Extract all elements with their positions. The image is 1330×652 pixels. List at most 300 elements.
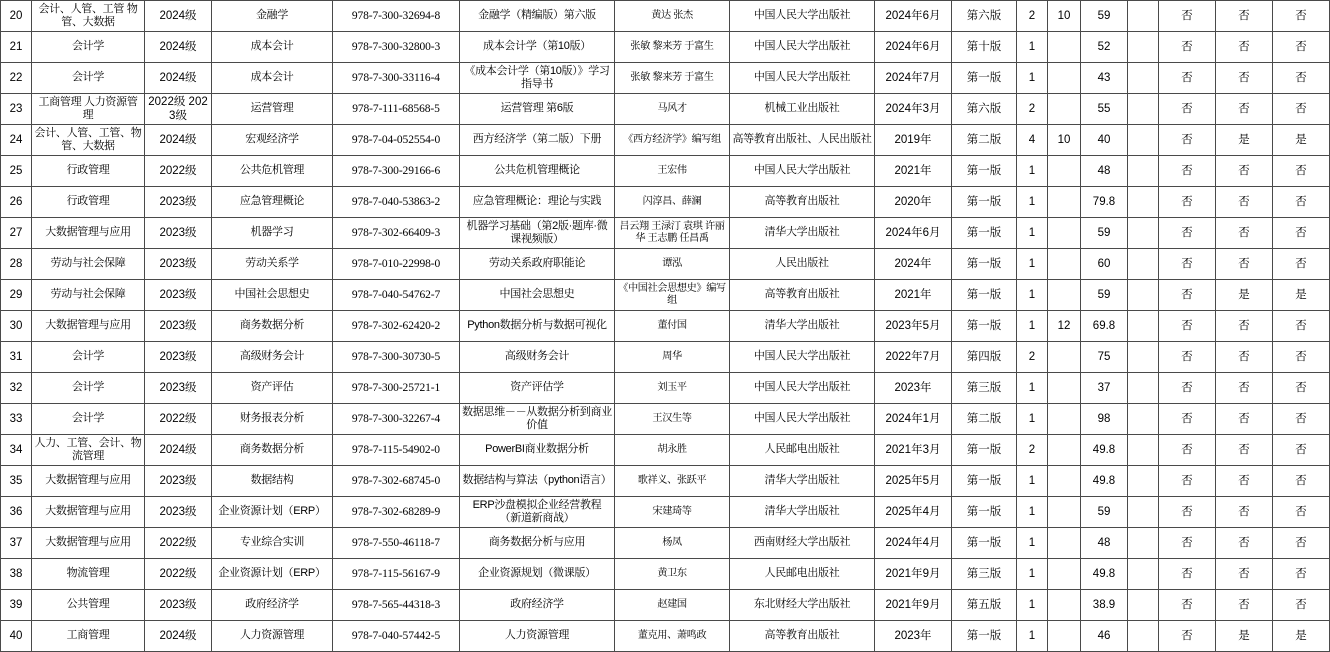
cell-idx[interactable]: 36 [1,497,32,528]
cell-f3[interactable]: 否 [1273,94,1330,125]
cell-f2[interactable]: 否 [1216,311,1273,342]
cell-edition[interactable]: 第三版 [952,559,1017,590]
cell-f1[interactable]: 否 [1159,32,1216,63]
cell-idx[interactable]: 22 [1,63,32,94]
cell-course[interactable]: 企业资源计划（ERP） [212,497,333,528]
cell-author[interactable]: 《中国社会思想史》编写组 [615,280,730,311]
cell-idx[interactable]: 30 [1,311,32,342]
cell-course[interactable]: 机器学习 [212,218,333,249]
cell-grade[interactable]: 2024级 [145,435,212,466]
cell-price[interactable]: 59 [1081,497,1128,528]
cell-isbn[interactable]: 978-7-300-30730-5 [333,342,460,373]
cell-press[interactable]: 人民邮电出版社 [730,435,875,466]
cell-f2[interactable]: 否 [1216,63,1273,94]
cell-grade[interactable]: 2023级 [145,590,212,621]
cell-f1[interactable]: 否 [1159,94,1216,125]
cell-grade[interactable]: 2022级 [145,156,212,187]
cell-book[interactable]: 资产评估学 [460,373,615,404]
cell-f1[interactable]: 否 [1159,187,1216,218]
cell-n1[interactable]: 2 [1017,1,1048,32]
cell-book[interactable]: 运营管理 第6版 [460,94,615,125]
cell-edition[interactable]: 第一版 [952,187,1017,218]
cell-f1[interactable]: 否 [1159,156,1216,187]
cell-grade[interactable]: 2024级 [145,1,212,32]
cell-course[interactable]: 财务报表分析 [212,404,333,435]
cell-isbn[interactable]: 978-7-302-68289-9 [333,497,460,528]
cell-isbn[interactable]: 978-7-300-32694-8 [333,1,460,32]
cell-author[interactable]: 宋建琦等 [615,497,730,528]
cell-book[interactable]: 高级财务会计 [460,342,615,373]
cell-isbn[interactable]: 978-7-040-53863-2 [333,187,460,218]
cell-grade[interactable]: 2023级 [145,218,212,249]
cell-date[interactable]: 2024年1月 [875,404,952,435]
cell-price[interactable]: 48 [1081,156,1128,187]
cell-course[interactable]: 高级财务会计 [212,342,333,373]
cell-press[interactable]: 中国人民大学出版社 [730,373,875,404]
cell-edition[interactable]: 第五版 [952,590,1017,621]
cell-f2[interactable]: 否 [1216,32,1273,63]
cell-idx[interactable]: 29 [1,280,32,311]
cell-n1[interactable]: 1 [1017,187,1048,218]
cell-edition[interactable]: 第一版 [952,466,1017,497]
cell-book[interactable]: 企业资源规划（微课版） [460,559,615,590]
cell-edition[interactable]: 第一版 [952,528,1017,559]
cell-isbn[interactable]: 978-7-115-56167-9 [333,559,460,590]
cell-blank[interactable] [1128,404,1159,435]
cell-major[interactable]: 劳动与社会保障 [32,280,145,311]
cell-idx[interactable]: 28 [1,249,32,280]
cell-price[interactable]: 75 [1081,342,1128,373]
cell-n2[interactable] [1048,94,1081,125]
cell-grade[interactable]: 2023级 [145,373,212,404]
cell-f3[interactable]: 否 [1273,311,1330,342]
cell-book[interactable]: 《成本会计学（第10版）》学习指导书 [460,63,615,94]
cell-grade[interactable]: 2024级 [145,63,212,94]
cell-press[interactable]: 中国人民大学出版社 [730,404,875,435]
cell-date[interactable]: 2025年5月 [875,466,952,497]
cell-n1[interactable]: 1 [1017,373,1048,404]
cell-course[interactable]: 金融学 [212,1,333,32]
cell-press[interactable]: 人民出版社 [730,249,875,280]
cell-grade[interactable]: 2023级 [145,342,212,373]
cell-book[interactable]: 西方经济学（第二版）下册 [460,125,615,156]
cell-isbn[interactable]: 978-7-040-57442-5 [333,621,460,652]
cell-n2[interactable] [1048,342,1081,373]
cell-idx[interactable]: 24 [1,125,32,156]
cell-price[interactable]: 79.8 [1081,187,1128,218]
cell-f3[interactable]: 否 [1273,218,1330,249]
cell-f1[interactable]: 否 [1159,404,1216,435]
cell-major[interactable]: 行政管理 [32,156,145,187]
cell-f1[interactable]: 否 [1159,1,1216,32]
cell-major[interactable]: 大数据管理与应用 [32,528,145,559]
cell-f1[interactable]: 否 [1159,528,1216,559]
cell-idx[interactable]: 40 [1,621,32,652]
cell-author[interactable]: 刘玉平 [615,373,730,404]
cell-book[interactable]: 金融学（精编版）第六版 [460,1,615,32]
cell-author[interactable]: 赵建国 [615,590,730,621]
cell-grade[interactable]: 2024级 [145,125,212,156]
cell-blank[interactable] [1128,621,1159,652]
cell-press[interactable]: 中国人民大学出版社 [730,63,875,94]
cell-press[interactable]: 清华大学出版社 [730,466,875,497]
cell-n1[interactable]: 1 [1017,497,1048,528]
cell-price[interactable]: 55 [1081,94,1128,125]
cell-f1[interactable]: 否 [1159,63,1216,94]
cell-edition[interactable]: 第一版 [952,249,1017,280]
cell-n1[interactable]: 2 [1017,342,1048,373]
cell-press[interactable]: 高等教育出版社 [730,280,875,311]
cell-idx[interactable]: 21 [1,32,32,63]
cell-press[interactable]: 高等教育出版社、人民出版社 [730,125,875,156]
cell-idx[interactable]: 33 [1,404,32,435]
cell-press[interactable]: 清华大学出版社 [730,218,875,249]
cell-n2[interactable] [1048,590,1081,621]
cell-press[interactable]: 中国人民大学出版社 [730,1,875,32]
cell-idx[interactable]: 25 [1,156,32,187]
cell-f3[interactable]: 否 [1273,373,1330,404]
cell-date[interactable]: 2024年6月 [875,1,952,32]
cell-blank[interactable] [1128,94,1159,125]
cell-f1[interactable]: 否 [1159,218,1216,249]
cell-f2[interactable]: 否 [1216,187,1273,218]
cell-press[interactable]: 东北财经大学出版社 [730,590,875,621]
cell-date[interactable]: 2023年 [875,621,952,652]
cell-book[interactable]: 劳动关系政府职能论 [460,249,615,280]
cell-grade[interactable]: 2022级 [145,404,212,435]
cell-course[interactable]: 人力资源管理 [212,621,333,652]
cell-isbn[interactable]: 978-7-04-052554-0 [333,125,460,156]
cell-f1[interactable]: 否 [1159,466,1216,497]
cell-f3[interactable]: 否 [1273,342,1330,373]
cell-author[interactable]: 王汉生等 [615,404,730,435]
cell-course[interactable]: 专业综合实训 [212,528,333,559]
cell-book[interactable]: 机器学习基础（第2版·题库·微课视频版） [460,218,615,249]
cell-blank[interactable] [1128,435,1159,466]
cell-press[interactable]: 机械工业出版社 [730,94,875,125]
cell-grade[interactable]: 2022级 [145,528,212,559]
cell-edition[interactable]: 第一版 [952,218,1017,249]
cell-major[interactable]: 大数据管理与应用 [32,497,145,528]
cell-n1[interactable]: 1 [1017,528,1048,559]
cell-blank[interactable] [1128,156,1159,187]
cell-n2[interactable]: 10 [1048,125,1081,156]
cell-author[interactable]: 张敏 黎来芳 于富生 [615,32,730,63]
cell-isbn[interactable]: 978-7-300-25721-1 [333,373,460,404]
cell-edition[interactable]: 第一版 [952,621,1017,652]
cell-f1[interactable]: 否 [1159,435,1216,466]
cell-blank[interactable] [1128,342,1159,373]
cell-f2[interactable]: 否 [1216,435,1273,466]
cell-f3[interactable]: 否 [1273,528,1330,559]
cell-major[interactable]: 大数据管理与应用 [32,218,145,249]
cell-edition[interactable]: 第一版 [952,311,1017,342]
cell-author[interactable]: 《西方经济学》编写组 [615,125,730,156]
cell-major[interactable]: 会计学 [32,404,145,435]
cell-f2[interactable]: 是 [1216,125,1273,156]
cell-idx[interactable]: 37 [1,528,32,559]
cell-course[interactable]: 数据结构 [212,466,333,497]
cell-edition[interactable]: 第六版 [952,94,1017,125]
cell-isbn[interactable]: 978-7-010-22998-0 [333,249,460,280]
cell-n1[interactable]: 1 [1017,311,1048,342]
cell-f1[interactable]: 否 [1159,342,1216,373]
cell-blank[interactable] [1128,280,1159,311]
cell-n1[interactable]: 1 [1017,621,1048,652]
cell-isbn[interactable]: 978-7-040-54762-7 [333,280,460,311]
cell-n1[interactable]: 1 [1017,32,1048,63]
cell-f1[interactable]: 否 [1159,590,1216,621]
cell-author[interactable]: 黄卫东 [615,559,730,590]
cell-f3[interactable]: 是 [1273,280,1330,311]
cell-f2[interactable]: 否 [1216,94,1273,125]
cell-price[interactable]: 49.8 [1081,435,1128,466]
cell-edition[interactable]: 第二版 [952,404,1017,435]
cell-edition[interactable]: 第一版 [952,435,1017,466]
cell-press[interactable]: 西南财经大学出版社 [730,528,875,559]
cell-isbn[interactable]: 978-7-565-44318-3 [333,590,460,621]
cell-press[interactable]: 人民邮电出版社 [730,559,875,590]
cell-f1[interactable]: 否 [1159,249,1216,280]
cell-price[interactable]: 37 [1081,373,1128,404]
cell-f2[interactable]: 否 [1216,373,1273,404]
cell-book[interactable]: 公共危机管理概论 [460,156,615,187]
cell-idx[interactable]: 38 [1,559,32,590]
cell-course[interactable]: 应急管理概论 [212,187,333,218]
cell-major[interactable]: 行政管理 [32,187,145,218]
cell-book[interactable]: 商务数据分析与应用 [460,528,615,559]
cell-n1[interactable]: 2 [1017,94,1048,125]
cell-isbn[interactable]: 978-7-550-46118-7 [333,528,460,559]
cell-press[interactable]: 中国人民大学出版社 [730,32,875,63]
cell-blank[interactable] [1128,311,1159,342]
cell-edition[interactable]: 第六版 [952,1,1017,32]
cell-n2[interactable] [1048,497,1081,528]
cell-n1[interactable]: 1 [1017,218,1048,249]
cell-f1[interactable]: 否 [1159,559,1216,590]
cell-f2[interactable]: 是 [1216,621,1273,652]
cell-n1[interactable]: 1 [1017,466,1048,497]
cell-n2[interactable]: 12 [1048,311,1081,342]
cell-n2[interactable] [1048,32,1081,63]
cell-major[interactable]: 大数据管理与应用 [32,466,145,497]
cell-date[interactable]: 2024年7月 [875,63,952,94]
cell-edition[interactable]: 第一版 [952,280,1017,311]
cell-n1[interactable]: 1 [1017,590,1048,621]
cell-n2[interactable] [1048,156,1081,187]
cell-f3[interactable]: 否 [1273,435,1330,466]
cell-idx[interactable]: 23 [1,94,32,125]
cell-date[interactable]: 2025年4月 [875,497,952,528]
cell-book[interactable]: 成本会计学（第10版） [460,32,615,63]
cell-date[interactable]: 2024年4月 [875,528,952,559]
cell-f2[interactable]: 是 [1216,280,1273,311]
cell-n1[interactable]: 4 [1017,125,1048,156]
cell-f3[interactable]: 是 [1273,621,1330,652]
cell-blank[interactable] [1128,32,1159,63]
cell-date[interactable]: 2021年9月 [875,559,952,590]
cell-price[interactable]: 59 [1081,1,1128,32]
cell-price[interactable]: 49.8 [1081,559,1128,590]
cell-f2[interactable]: 否 [1216,249,1273,280]
cell-f3[interactable]: 否 [1273,156,1330,187]
cell-price[interactable]: 59 [1081,280,1128,311]
cell-author[interactable]: 胡永胜 [615,435,730,466]
cell-date[interactable]: 2022年7月 [875,342,952,373]
cell-n2[interactable] [1048,280,1081,311]
cell-n2[interactable]: 10 [1048,1,1081,32]
cell-n2[interactable] [1048,621,1081,652]
cell-author[interactable]: 吕云翔 王渌汀 袁琪 许丽华 王志鹏 任昌禹 [615,218,730,249]
cell-price[interactable]: 43 [1081,63,1128,94]
cell-f3[interactable]: 否 [1273,590,1330,621]
cell-f1[interactable]: 否 [1159,373,1216,404]
cell-press[interactable]: 高等教育出版社 [730,621,875,652]
cell-n2[interactable] [1048,559,1081,590]
cell-edition[interactable]: 第二版 [952,125,1017,156]
cell-press[interactable]: 清华大学出版社 [730,497,875,528]
cell-course[interactable]: 资产评估 [212,373,333,404]
cell-grade[interactable]: 2023级 [145,187,212,218]
cell-blank[interactable] [1128,373,1159,404]
cell-blank[interactable] [1128,218,1159,249]
cell-date[interactable]: 2024年3月 [875,94,952,125]
cell-f2[interactable]: 否 [1216,1,1273,32]
cell-f3[interactable]: 否 [1273,1,1330,32]
cell-date[interactable]: 2023年 [875,373,952,404]
cell-author[interactable]: 周华 [615,342,730,373]
cell-n2[interactable] [1048,249,1081,280]
cell-f2[interactable]: 否 [1216,156,1273,187]
cell-idx[interactable]: 35 [1,466,32,497]
cell-major[interactable]: 大数据管理与应用 [32,311,145,342]
cell-book[interactable]: 政府经济学 [460,590,615,621]
cell-major[interactable]: 人力、工管、会计、物流管理 [32,435,145,466]
cell-grade[interactable]: 2024级 [145,32,212,63]
cell-edition[interactable]: 第四版 [952,342,1017,373]
cell-idx[interactable]: 27 [1,218,32,249]
cell-date[interactable]: 2021年 [875,156,952,187]
cell-f3[interactable]: 是 [1273,125,1330,156]
cell-date[interactable]: 2024年 [875,249,952,280]
cell-idx[interactable]: 39 [1,590,32,621]
cell-course[interactable]: 中国社会思想史 [212,280,333,311]
cell-n2[interactable] [1048,218,1081,249]
cell-date[interactable]: 2019年 [875,125,952,156]
cell-press[interactable]: 中国人民大学出版社 [730,156,875,187]
cell-major[interactable]: 会计、人管、工管 物管、大数据 [32,1,145,32]
cell-book[interactable]: 应急管理概论：理论与实践 [460,187,615,218]
cell-blank[interactable] [1128,528,1159,559]
cell-grade[interactable]: 2024级 [145,621,212,652]
cell-major[interactable]: 会计学 [32,342,145,373]
cell-edition[interactable]: 第十版 [952,32,1017,63]
cell-isbn[interactable]: 978-7-300-32267-4 [333,404,460,435]
cell-n2[interactable] [1048,528,1081,559]
cell-major[interactable]: 会计学 [32,32,145,63]
cell-blank[interactable] [1128,63,1159,94]
cell-f3[interactable]: 否 [1273,466,1330,497]
cell-idx[interactable]: 20 [1,1,32,32]
cell-price[interactable]: 59 [1081,218,1128,249]
cell-blank[interactable] [1128,1,1159,32]
cell-major[interactable]: 物流管理 [32,559,145,590]
cell-f1[interactable]: 否 [1159,311,1216,342]
cell-course[interactable]: 运营管理 [212,94,333,125]
cell-f1[interactable]: 否 [1159,497,1216,528]
cell-f3[interactable]: 否 [1273,63,1330,94]
cell-isbn[interactable]: 978-7-111-68568-5 [333,94,460,125]
cell-course[interactable]: 商务数据分析 [212,311,333,342]
cell-press[interactable]: 清华大学出版社 [730,311,875,342]
cell-edition[interactable]: 第三版 [952,373,1017,404]
cell-course[interactable]: 公共危机管理 [212,156,333,187]
cell-price[interactable]: 69.8 [1081,311,1128,342]
cell-isbn[interactable]: 978-7-302-68745-0 [333,466,460,497]
cell-book[interactable]: 数据思维－－从数据分析到商业价值 [460,404,615,435]
cell-n1[interactable]: 1 [1017,280,1048,311]
cell-date[interactable]: 2021年3月 [875,435,952,466]
cell-major[interactable]: 公共管理 [32,590,145,621]
cell-price[interactable]: 48 [1081,528,1128,559]
cell-author[interactable]: 董付国 [615,311,730,342]
cell-blank[interactable] [1128,559,1159,590]
cell-price[interactable]: 98 [1081,404,1128,435]
cell-book[interactable]: 人力资源管理 [460,621,615,652]
cell-edition[interactable]: 第一版 [952,156,1017,187]
cell-isbn[interactable]: 978-7-300-29166-6 [333,156,460,187]
cell-author[interactable]: 黄达 张杰 [615,1,730,32]
cell-course[interactable]: 商务数据分析 [212,435,333,466]
cell-grade[interactable]: 2022级 [145,559,212,590]
cell-author[interactable]: 谭泓 [615,249,730,280]
cell-blank[interactable] [1128,590,1159,621]
cell-f1[interactable]: 否 [1159,280,1216,311]
cell-f3[interactable]: 否 [1273,497,1330,528]
cell-n1[interactable]: 1 [1017,249,1048,280]
cell-f3[interactable]: 否 [1273,249,1330,280]
cell-f1[interactable]: 否 [1159,621,1216,652]
cell-course[interactable]: 企业资源计划（ERP） [212,559,333,590]
cell-isbn[interactable]: 978-7-115-54902-0 [333,435,460,466]
cell-blank[interactable] [1128,497,1159,528]
cell-n2[interactable] [1048,373,1081,404]
cell-major[interactable]: 劳动与社会保障 [32,249,145,280]
cell-edition[interactable]: 第一版 [952,497,1017,528]
cell-author[interactable]: 闪淳昌、薛澜 [615,187,730,218]
cell-author[interactable]: 王宏伟 [615,156,730,187]
cell-author[interactable]: 董克用、萧鸣政 [615,621,730,652]
cell-n2[interactable] [1048,466,1081,497]
cell-f1[interactable]: 否 [1159,125,1216,156]
cell-price[interactable]: 38.9 [1081,590,1128,621]
cell-major[interactable]: 工商管理 [32,621,145,652]
cell-f3[interactable]: 否 [1273,187,1330,218]
cell-n2[interactable] [1048,63,1081,94]
cell-n1[interactable]: 1 [1017,559,1048,590]
cell-f3[interactable]: 否 [1273,404,1330,435]
cell-isbn[interactable]: 978-7-302-62420-2 [333,311,460,342]
cell-idx[interactable]: 31 [1,342,32,373]
cell-grade[interactable]: 2023级 [145,249,212,280]
cell-f2[interactable]: 否 [1216,559,1273,590]
cell-f2[interactable]: 否 [1216,342,1273,373]
cell-grade[interactable]: 2023级 [145,466,212,497]
cell-edition[interactable]: 第一版 [952,63,1017,94]
cell-n1[interactable]: 2 [1017,435,1048,466]
cell-author[interactable]: 马风才 [615,94,730,125]
cell-blank[interactable] [1128,125,1159,156]
